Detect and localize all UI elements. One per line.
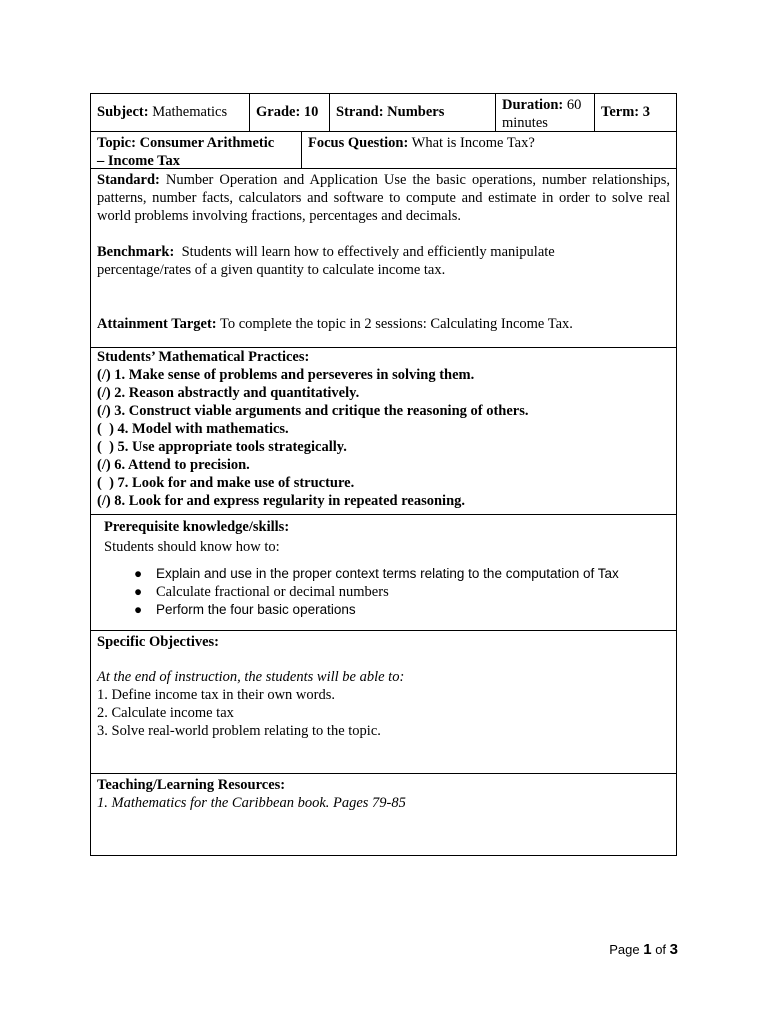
standard-text: Number Operation and Application Use the basic operations, number relationships, patterns, number facts, calculators and software to compute and estimate in order to solve real world problems involving fractions, percentages and decimals. bbox=[97, 172, 671, 224]
list-item: ● Calculate fractional or decimal numbers bbox=[134, 584, 389, 600]
practices-cell bbox=[91, 348, 676, 514]
prerequisite-heading: Prerequisite knowledge/skills: bbox=[104, 519, 290, 535]
of-word: of bbox=[655, 942, 667, 957]
strand-cell bbox=[329, 94, 495, 131]
attainment-paragraph bbox=[97, 315, 670, 333]
standard-row bbox=[91, 169, 676, 348]
practice-item: (/) 3. Construct viable arguments and critique the reasoning of others. bbox=[97, 403, 529, 419]
prerequisite-list bbox=[104, 565, 670, 619]
practice-item: (/) 2. Reason abstractly and quantitatively. bbox=[97, 385, 360, 401]
topic-line-1: Topic: Consumer Arithmetic bbox=[97, 135, 275, 151]
subject-value: Mathematics bbox=[152, 104, 228, 120]
duration-unit: minutes bbox=[502, 115, 548, 131]
focus-question-cell bbox=[301, 132, 676, 168]
prerequisite-row bbox=[91, 515, 676, 631]
bullet-icon: ● bbox=[134, 602, 143, 617]
objectives-intro: At the end of instruction, the students will be able to: bbox=[97, 669, 405, 685]
prerequisite-cell bbox=[91, 515, 676, 630]
resources-row bbox=[91, 774, 676, 855]
subject-cell bbox=[91, 94, 249, 131]
resources-heading: Teaching/Learning Resources: bbox=[97, 777, 286, 793]
objectives-cell bbox=[91, 631, 676, 773]
topic-cell bbox=[91, 132, 301, 168]
objectives-row bbox=[91, 631, 676, 774]
duration-value: 60 bbox=[566, 97, 582, 113]
standard-cell bbox=[91, 169, 676, 347]
grade-cell bbox=[249, 94, 329, 131]
resources-item: 1. Mathematics for the Caribbean book. Pages 79-85 bbox=[97, 795, 406, 811]
standard-paragraph bbox=[97, 171, 670, 225]
practice-item: (/) 8. Look for and express regularity in repeated reasoning. bbox=[97, 493, 466, 509]
practice-item: ( ) 5. Use appropriate tools strategically. bbox=[97, 439, 347, 455]
benchmark-text-2: percentage/rates of a given quantity to calculate income tax. bbox=[97, 262, 446, 278]
practice-item: ( ) 7. Look for and make use of structure. bbox=[97, 475, 355, 491]
objective-item: 2. Calculate income tax bbox=[97, 705, 234, 721]
focus-question-value: What is Income Tax? bbox=[411, 135, 535, 151]
page-footer bbox=[609, 941, 678, 958]
list-item: ● Perform the four basic operations bbox=[134, 602, 356, 617]
topic-line-2: – Income Tax bbox=[97, 153, 180, 169]
attainment-label: Attainment Target: bbox=[97, 316, 217, 332]
standard-label: Standard: bbox=[97, 172, 160, 188]
practice-item: (/) 6. Attend to precision. bbox=[97, 457, 250, 473]
resources-cell bbox=[91, 774, 676, 855]
objectives-heading: Specific Objectives: bbox=[97, 634, 220, 650]
duration-cell bbox=[495, 94, 594, 131]
objective-item: 3. Solve real-world problem relating to the topic. bbox=[97, 723, 381, 739]
term-label: Term: 3 bbox=[601, 104, 650, 120]
header-row bbox=[91, 94, 676, 132]
lesson-plan-table bbox=[90, 93, 677, 856]
benchmark-text-1: Students will learn how to effectively and efficiently manipulate bbox=[181, 244, 555, 260]
benchmark-label: Benchmark: bbox=[97, 244, 175, 260]
topic-row bbox=[91, 132, 676, 169]
practice-item: (/) 1. Make sense of problems and perseveres in solving them. bbox=[97, 367, 475, 383]
attainment-text: To complete the topic in 2 sessions: Calculating Income Tax. bbox=[220, 316, 573, 332]
duration-label: Duration: bbox=[502, 97, 564, 113]
subject-label: Subject: bbox=[97, 104, 149, 120]
prerequisite-intro: Students should know how to: bbox=[104, 539, 280, 555]
list-item: ● Explain and use in the proper context terms relating to the computation of Tax bbox=[134, 566, 619, 581]
bullet-icon: ● bbox=[134, 584, 143, 599]
bullet-icon: ● bbox=[134, 566, 143, 581]
page-word: Page bbox=[609, 942, 640, 957]
focus-question-label: Focus Question: bbox=[308, 135, 409, 151]
benchmark-paragraph bbox=[97, 243, 670, 279]
page-total: 3 bbox=[669, 941, 678, 958]
practice-item: ( ) 4. Model with mathematics. bbox=[97, 421, 289, 437]
practices-row bbox=[91, 348, 676, 515]
grade-label: Grade: 10 bbox=[256, 104, 319, 120]
strand-label: Strand: Numbers bbox=[336, 104, 445, 120]
objective-item: 1. Define income tax in their own words. bbox=[97, 687, 335, 703]
practices-heading: Students’ Mathematical Practices: bbox=[97, 349, 310, 365]
page-number: 1 bbox=[643, 941, 652, 958]
term-cell bbox=[594, 94, 676, 131]
